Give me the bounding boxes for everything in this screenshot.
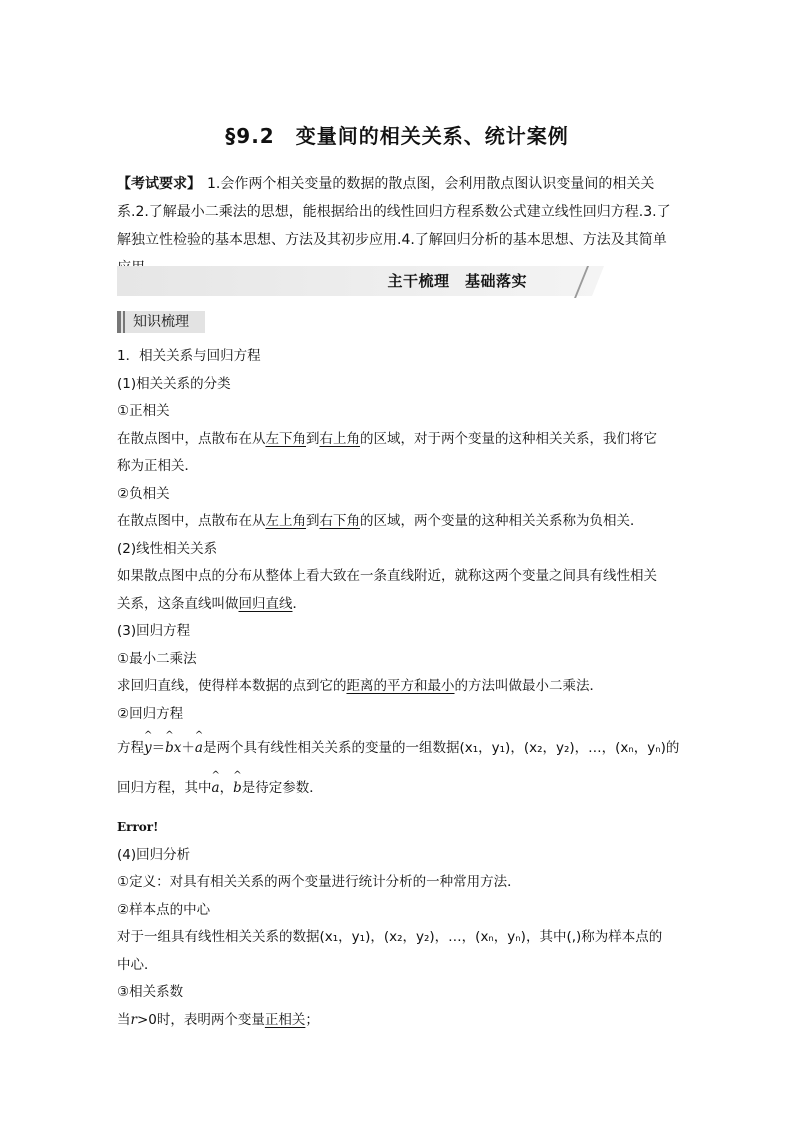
banner-title: 主干梳理 基础落实 [387, 272, 527, 290]
heading-1-1: (1)相关关系的分类 [117, 375, 231, 392]
correlation-text: 当r>0时，表明两个变量正相关； [117, 1011, 319, 1028]
requirements-text: 1.会作两个相关变量的数据的散点图，会利用散点图认识变量间的相关关系.2.了解最小二乘法的思想，能根据给出的线性回归方程系数公式建立线性回归方程.3.了解独立性检验的基本思想、方法及其初步应用.4.了解回归分析的基本思想、方法及其简单 [117, 176, 671, 248]
regression-eq-text: 方程^ y＝^ bx＋^ a是两个具有线性相关关系的变量的一组数据(x₁，y₁)，(x₂，y₂)，…，(xₙ，yₙ)的 [117, 728, 679, 768]
positive-text: 在散点图中，点散布在从左下角到右上角的区域，对于两个变量的这种相关关系，我们将它 [117, 430, 657, 447]
heading-1: 1．相关关系与回归方程 [117, 348, 261, 364]
sample-center-text: 对于一组具有线性相关关系的数据(x₁，y₁)，(x₂，y₂)，…，(xₙ，yₙ)，其中(,)称为样本点的 [117, 929, 663, 945]
negative-heading: ②负相关 [117, 485, 170, 502]
sample-center-heading: ②样本点的中心 [117, 901, 211, 918]
knowledge-section-tag [117, 311, 205, 333]
section-banner [117, 266, 675, 296]
tag-bar-thin-icon [123, 311, 125, 333]
error-text: Error! [117, 820, 159, 834]
page-title: §9.2 变量间的相关关系、统计案例 [225, 124, 569, 148]
negative-text: 在散点图中，点散布在从左上角到右下角的区域，两个变量的这种相关关系称为负相关． [117, 513, 644, 529]
requirements-tag: 【考试要求】 [117, 176, 201, 192]
least-squares-text: 求回归直线，使得样本数据的点到它的距离的平方和最小的方法叫做最小二乘法． [117, 678, 603, 694]
banner-divider [574, 266, 589, 298]
linear-text-cont: 关系，这条直线叫做回归直线． [117, 595, 306, 612]
heading-1-4: (4)回归分析 [117, 846, 191, 863]
least-squares-heading: ①最小二乘法 [117, 650, 197, 667]
positive-heading: ①正相关 [117, 403, 170, 419]
definition-text: ①定义：对具有相关关系的两个变量进行统计分析的一种常用方法． [117, 874, 521, 890]
banner-slash-decoration [592, 266, 676, 296]
tag-bar-icon [117, 311, 121, 333]
positive-text-cont: 称为正相关． [117, 458, 198, 474]
document-body [117, 343, 679, 1034]
correlation-heading: ③相关系数 [117, 984, 184, 1000]
heading-1-3: (3)回归方程 [117, 623, 191, 639]
regression-eq-text-cont: 回归方程，其中^ a，^ b是待定参数． [117, 768, 679, 808]
regression-eq-heading: ②回归方程 [117, 705, 184, 722]
sample-center-text-cont: 中心． [117, 956, 158, 973]
heading-1-2: (2)线性相关关系 [117, 540, 218, 557]
linear-text: 如果散点图中点的分布从整体上看大致在一条直线附近，就称这两个变量之间具有线性相关 [117, 568, 657, 584]
section-tag-label: 知识梳理 [133, 314, 189, 330]
